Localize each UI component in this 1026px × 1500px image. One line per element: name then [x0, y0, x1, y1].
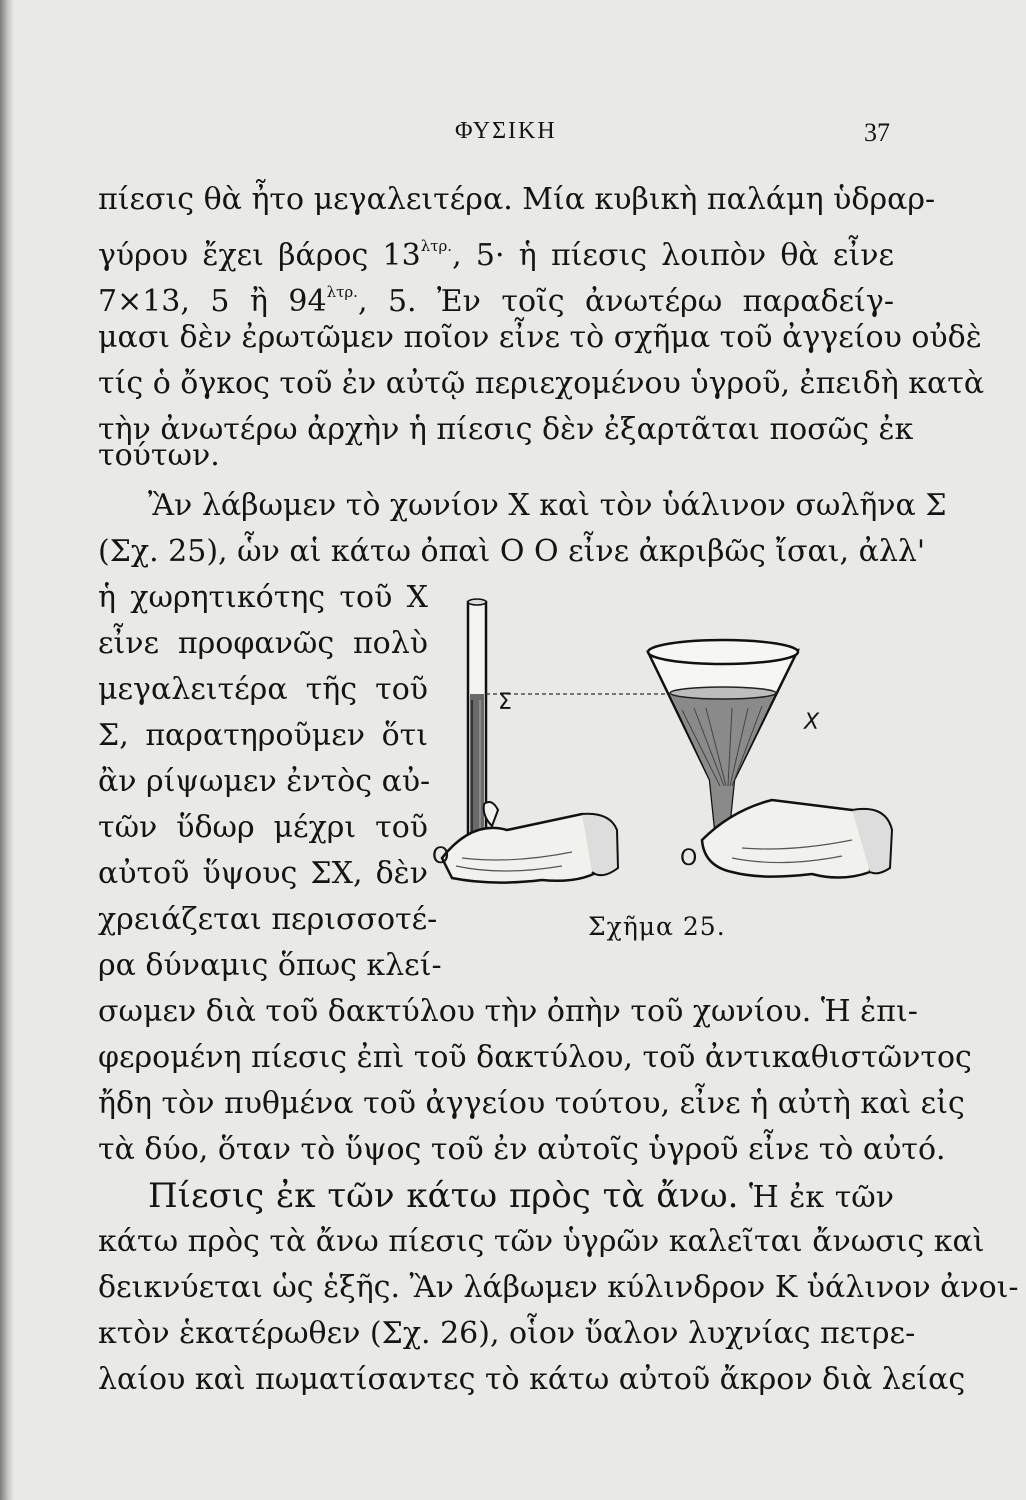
- text-line: τὴν ἀνωτέρω ἀρχὴν ἡ πίεσις δὲν ἐξαρτᾶται ποσῶς ἐκ: [98, 412, 914, 447]
- section-heading: Πίεσις ἐκ τῶν κάτω πρὸς τὰ ἄνω.: [148, 1176, 739, 1216]
- opening-label-left: O: [432, 844, 450, 869]
- text-line: κτὸν ἑκατέρωθεν (Σχ. 26), οἷον ὕαλον λυχνίας πετρε-: [98, 1316, 916, 1351]
- text-line: Ἂν λάβωμεν τὸ χωνίον Χ καὶ τὸν ὑάλινον σωλῆνα Σ: [148, 488, 947, 523]
- text-line: μεγαλειτέρα τῆς τοῦ: [98, 672, 428, 707]
- text-line: ρα δύναμις ὅπως κλεί-: [98, 948, 442, 983]
- opening-label-right: O: [680, 846, 698, 871]
- text-line: ἤδη τὸν πυθμένα τοῦ ἀγγείου τούτου, εἶνε ἡ αὐτὴ καὶ εἰς: [98, 1086, 965, 1121]
- text-line: φερομένη πίεσις ἐπὶ τοῦ δακτύλου, τοῦ ἀντικαθιστῶντος: [98, 1040, 972, 1075]
- text-line: 7×13, 5 ἢ $94^{\lambda\tau\rho.}$, 5. Ἐν τοῖς ἀνωτέρω παραδείγ-: [98, 283, 894, 319]
- text-line: σωμεν διὰ τοῦ δακτύλου τὴν ὀπὴν τοῦ χωνίου. Ἡ ἐπι-: [98, 994, 918, 1029]
- text-line: (Σχ. 25), ὧν αἱ κάτω ὀπαὶ O O εἶνε ἀκριβῶς ἴσαι, ἀλλ': [98, 534, 926, 569]
- text-line: μασι δὲν ἐρωτῶμεν ποῖον εἶνε τὸ σχῆμα τοῦ ἀγγείου οὐδὲ: [98, 320, 982, 355]
- text-line: χρειάζεται περισσοτέ-: [98, 902, 438, 937]
- page-edge-shadow: [0, 0, 14, 1500]
- text-line: Σ, παρατηροῦμεν ὅτι: [98, 718, 428, 753]
- text-line: Πίεσις ἐκ τῶν κάτω πρὸς τὰ ἄνω. Ἡ ἐκ τῶν: [148, 1176, 894, 1216]
- text-line: δεικνύεται ὡς ἑξῆς. Ἂν λάβωμεν κύλινδρον Κ ὑάλινον ἀνοι-: [98, 1270, 1019, 1305]
- text-line: τὰ δύο, ὅταν τὸ ὕψος τοῦ ἐν αὐτοῖς ὑγροῦ εἶνε τὸ αὐτό.: [98, 1132, 946, 1167]
- figure-25-illustration: [432, 590, 902, 900]
- text-line: πίεσις θὰ ἦτο μεγαλειτέρα. Μία κυβικὴ παλάμη ὑδραρ-: [98, 182, 936, 217]
- text-line: γύρου ἔχει βάρος $13^{\lambda\tau\rho.}$, 5· ἡ πίεσις λοιπὸν θὰ εἶνε: [98, 237, 894, 273]
- page-number: 37: [864, 118, 890, 147]
- text-line: ἂν ρίψωμεν ἐντὸς αὐ-: [98, 764, 431, 799]
- funnel-label: Χ: [804, 710, 820, 735]
- text-line: αὐτοῦ ὕψους ΣΧ, δὲν: [98, 856, 428, 891]
- text-line: τῶν ὕδωρ μέχρι τοῦ: [98, 810, 428, 845]
- text-line: λαίου καὶ πωματίσαντες τὸ κάτω αὐτοῦ ἄκρον διὰ λείας: [98, 1362, 966, 1397]
- tube-label: Σ: [498, 690, 512, 715]
- figure-caption: Σχῆμα 25.: [588, 912, 726, 941]
- text-line: κάτω πρὸς τὰ ἄνω πίεσις τῶν ὑγρῶν καλεῖται ἄνωσις καὶ: [98, 1224, 985, 1259]
- text-line: τίς ὁ ὄγκος τοῦ ἐν αὐτῷ περιεχομένου ὑγροῦ, ἐπειδὴ κατὰ: [98, 366, 985, 401]
- text-line: τούτων.: [98, 438, 220, 473]
- text-line: εἶνε προφανῶς πολὺ: [98, 626, 428, 661]
- running-head: ΦΥΣΙΚΗ: [455, 118, 557, 144]
- text-line: ἡ χωρητικότης τοῦ Χ: [98, 580, 428, 615]
